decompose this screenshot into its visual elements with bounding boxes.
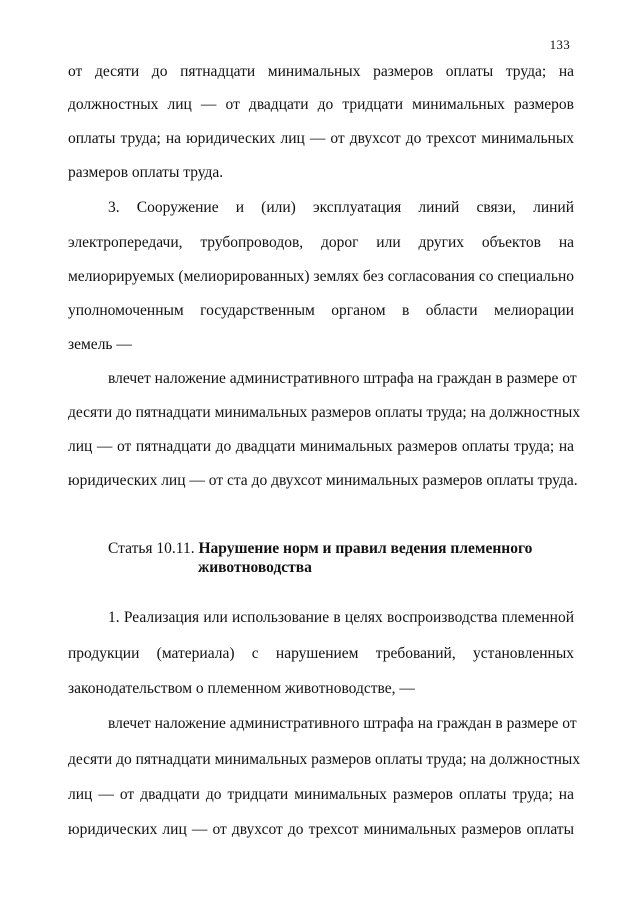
article-title-continuation: животноводства xyxy=(198,559,312,576)
article-label: Статья 10.11. xyxy=(108,540,195,557)
text-line: десяти до пятнадцати минимальных размеров оплаты труда; на должностных xyxy=(68,751,581,768)
text-line: от десяти до пятнадцати минимальных размеров оплаты труда; на xyxy=(68,63,574,80)
text-line: мелиорируемых (мелиорированных) землях без согласования со специально xyxy=(68,268,574,285)
text-line: десяти до пятнадцати минимальных размеров оплаты труда; на должностных xyxy=(68,404,581,421)
text-line: лиц — от двадцати до тридцати минимальных размеров оплаты труда; на xyxy=(68,786,574,803)
page-number: 133 xyxy=(549,37,570,52)
text-line: продукции (материала) с нарушением требований, установленных xyxy=(68,645,574,662)
text-line: земель — xyxy=(68,336,132,353)
text-line: уполномоченным государственным органом в области мелиорации xyxy=(68,302,574,319)
text-line: 3. Сооружение и (или) эксплуатация линий связи, линий xyxy=(108,199,574,216)
text-line: юридических лиц — от ста до двухсот минимальных размеров оплаты труда. xyxy=(68,472,578,489)
article-heading xyxy=(108,539,532,577)
article-title: Нарушение норм и правил ведения племенного xyxy=(198,540,533,557)
text-line: влечет наложение административного штрафа на граждан в размере от xyxy=(108,715,577,732)
text-line: размеров оплаты труда. xyxy=(68,164,224,181)
text-line: влечет наложение административного штрафа на граждан в размере от xyxy=(108,370,577,387)
text-line: электропередачи, трубопроводов, дорог или других объектов на xyxy=(68,234,574,251)
text-line: оплаты труда; на юридических лиц — от двухсот до трехсот минимальных xyxy=(68,130,574,147)
text-line: должностных лиц — от двадцати до тридцати минимальных размеров xyxy=(68,96,574,113)
text-line: лиц — от пятнадцати до двадцати минимальных размеров оплаты труда; на xyxy=(68,438,574,455)
text-line: законодательством о племенном животноводстве, — xyxy=(68,680,415,697)
text-line: юридических лиц — от двухсот до трехсот минимальных размеров оплаты xyxy=(68,821,574,838)
text-line: 1. Реализация или использование в целях воспроизводства племенной xyxy=(108,609,574,626)
